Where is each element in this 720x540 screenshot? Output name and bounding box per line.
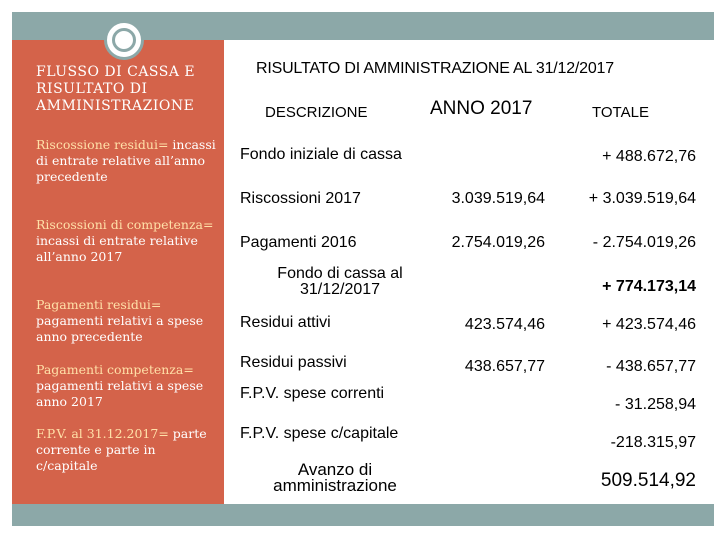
row-label: Avanzo di amministrazione (273, 460, 397, 495)
sidebar-item-pagamenti-residui (36, 297, 216, 345)
sidebar-item-term: Riscossioni di competenza= (36, 217, 214, 232)
sidebar-title: FLUSSO DI CASSA E RISULTATO DI AMMINISTRAZIONE (36, 64, 196, 114)
row-totale: - 438.657,77 (606, 358, 696, 375)
row-totale: + 774.173,14 (602, 278, 696, 295)
column-header-anno: ANNO 2017 (430, 98, 533, 119)
column-header-descrizione: DESCRIZIONE (265, 104, 368, 121)
row-totale: -218.315,97 (610, 434, 696, 451)
sidebar-item-term: F.P.V. al 31.12.2017= (36, 426, 169, 441)
table-title: RISULTATO DI AMMINISTRAZIONE AL 31/12/2017 (256, 60, 614, 77)
sidebar-item-pagamenti-competenza (36, 362, 216, 410)
row-anno: 3.039.519,64 (451, 190, 545, 207)
row-totale: + 423.574,46 (602, 316, 696, 333)
sidebar-item-desc: parte corrente e parte in c/capitale (36, 426, 207, 473)
row-totale: - 2.754.019,26 (592, 234, 696, 251)
row-totale: - 31.258,94 (615, 396, 696, 413)
sidebar-item-term: Pagamenti competenza= (36, 362, 194, 377)
sidebar-item-desc: incassi di entrate relative all’anno precedente (36, 137, 216, 184)
row-totale: 509.514,92 (600, 470, 696, 491)
row-totale: + 3.039.519,64 (588, 190, 696, 207)
sidebar-item-desc: incassi di entrate relative all’anno 2017 (36, 233, 198, 264)
row-label: Fondo iniziale di cassa (240, 146, 402, 163)
row-label: Fondo di cassa al 31/12/2017 (277, 265, 403, 298)
sidebar-item-term: Riscossione residui= (36, 137, 169, 152)
circle-ornament-icon (104, 20, 144, 60)
row-label: F.P.V. spese c/capitale (240, 425, 399, 442)
sidebar-item-desc: pagamenti relativi a spese anno precedente (36, 313, 204, 344)
sidebar-item-term: Pagamenti residui= (36, 297, 162, 312)
row-anno: 438.657,77 (464, 358, 545, 375)
column-header-totale: TOTALE (592, 104, 649, 121)
row-anno: 423.574,46 (464, 316, 545, 333)
row-label: Residui passivi (240, 354, 347, 371)
sidebar-item-riscossioni-competenza (36, 217, 216, 265)
row-label: Pagamenti 2016 (240, 234, 357, 251)
sidebar-item-riscossione-residui (36, 137, 216, 185)
row-label: Residui attivi (240, 314, 331, 331)
row-label: F.P.V. spese correnti (240, 385, 385, 402)
row-totale: + 488.672,76 (602, 148, 696, 165)
row-label: Riscossioni 2017 (240, 190, 361, 207)
row-anno: 2.754.019,26 (451, 234, 545, 251)
bottom-decor-bar (12, 504, 714, 526)
sidebar-item-fpv (36, 426, 216, 474)
sidebar-item-desc: pagamenti relativi a spese anno 2017 (36, 378, 204, 409)
